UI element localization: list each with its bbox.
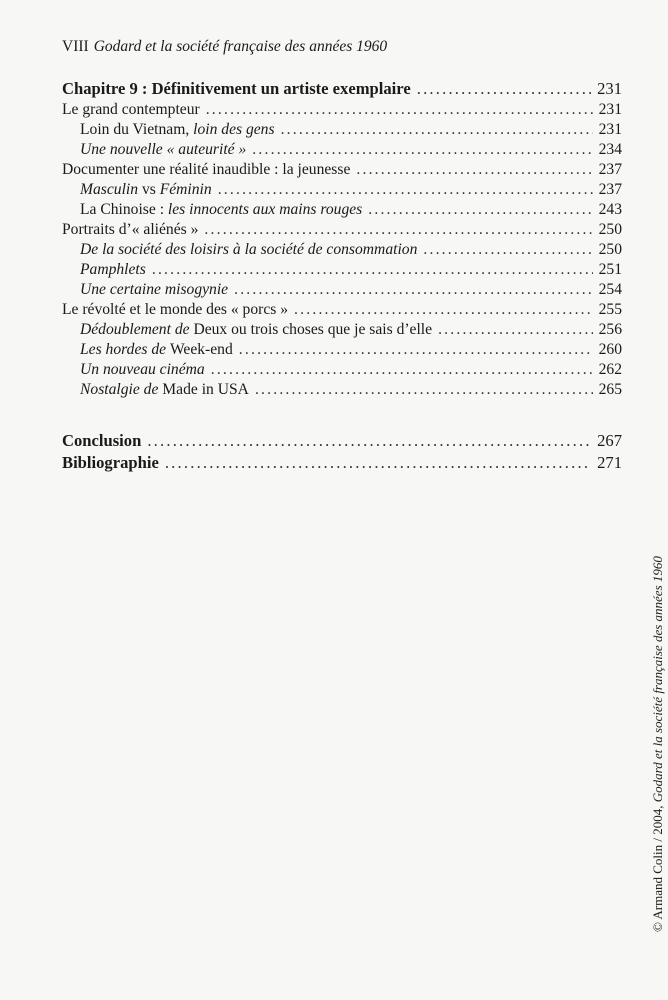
- leader-dots: [356, 160, 592, 180]
- toc-section-entry: [62, 160, 622, 180]
- copyright-book-title: Godard et la société française des années 1960: [650, 556, 665, 803]
- subsection-title-part: Les hordes de: [80, 341, 170, 358]
- toc-subsection-entry: [62, 360, 622, 380]
- leader-dots: [438, 320, 593, 340]
- toc-end-entry: [62, 430, 622, 452]
- toc-end-entry: [62, 452, 622, 474]
- subsection-title-part: Une nouvelle « auteurité »: [80, 141, 247, 158]
- subsection-page: 237: [598, 181, 622, 198]
- toc-section-entry: [62, 220, 622, 240]
- section-title: Le révolté et le monde des « porcs »: [62, 301, 289, 318]
- subsection-title-part: les innocents aux mains rouges: [167, 201, 363, 218]
- section-title: Portraits d’« aliénés »: [62, 221, 199, 238]
- toc-spacer: [62, 400, 622, 430]
- toc-subsection-entry: [62, 140, 622, 160]
- toc-subsection-entry: [62, 320, 622, 340]
- subsection-page: 250: [598, 241, 622, 258]
- end-matter-title: Conclusion: [62, 431, 142, 450]
- toc-section-entry: [62, 100, 622, 120]
- subsection-page: 231: [598, 121, 622, 138]
- section-title: Documenter une réalité inaudible : la jeunesse: [62, 161, 351, 178]
- toc-subsection-entry: [62, 200, 622, 220]
- subsection-page: 251: [598, 261, 622, 278]
- leader-dots: [152, 260, 593, 280]
- leader-dots: [239, 340, 593, 360]
- header-page-number: VIII: [62, 38, 89, 55]
- copyright-notice: [650, 556, 666, 932]
- subsection-title: [80, 120, 275, 140]
- leader-dots: [218, 180, 593, 200]
- section-title: Le grand contempteur: [62, 101, 200, 118]
- chapter-page: 231: [597, 79, 622, 98]
- end-matter-title: Bibliographie: [62, 453, 159, 472]
- leader-dots: [234, 280, 593, 300]
- subsection-title-part: Nostalgie de: [80, 381, 163, 398]
- leader-dots: [294, 300, 593, 320]
- subsection-title-part: Made in USA: [162, 381, 249, 398]
- section-page: 231: [598, 101, 622, 118]
- section-page: 237: [598, 161, 622, 178]
- table-of-contents: [62, 78, 622, 474]
- subsection-title-part: loin des gens: [193, 121, 275, 138]
- subsection-title-part: Pamphlets: [80, 261, 146, 278]
- subsection-title-part: Deux ou trois choses que je sais d’elle: [193, 321, 433, 338]
- leader-dots: [165, 452, 591, 474]
- section-page: 255: [598, 301, 622, 318]
- toc-section-entry: [62, 300, 622, 320]
- subsection-page: 254: [598, 281, 622, 298]
- subsection-title: [80, 200, 362, 220]
- subsection-page: 260: [598, 341, 622, 358]
- subsection-title-part: Dédoublement de: [80, 321, 194, 338]
- subsection-title-part: Masculin: [80, 181, 139, 198]
- subsection-title-part: Féminin: [159, 181, 212, 198]
- toc-sections: [62, 100, 622, 400]
- subsection-title: [80, 280, 228, 300]
- leader-dots: [281, 120, 593, 140]
- leader-dots: [211, 360, 593, 380]
- leader-dots: [206, 100, 593, 120]
- subsection-title-part: De la société des loisirs à la société de consommation: [80, 241, 418, 258]
- toc-subsection-entry: [62, 180, 622, 200]
- subsection-title: [80, 180, 212, 200]
- section-page: 250: [598, 221, 622, 238]
- subsection-page: 256: [598, 321, 622, 338]
- leader-dots: [423, 240, 592, 260]
- subsection-title-part: Week-end: [169, 341, 233, 358]
- toc-subsection-entry: [62, 340, 622, 360]
- subsection-title: [80, 140, 246, 160]
- subsection-title: [80, 320, 432, 340]
- toc-chapter-entry: [62, 78, 622, 100]
- running-header: [62, 38, 387, 56]
- end-matter-page: 271: [597, 453, 622, 472]
- leader-dots: [255, 380, 593, 400]
- header-book-title: Godard et la société française des années 1960: [93, 38, 388, 55]
- chapter-title: Chapitre 9 : Définitivement un artiste exemplaire: [62, 79, 411, 98]
- toc-subsection-entry: [62, 120, 622, 140]
- leader-dots: [147, 430, 591, 452]
- toc-subsection-entry: [62, 280, 622, 300]
- subsection-title: [80, 260, 146, 280]
- subsection-title-part: Loin du Vietnam,: [80, 121, 194, 138]
- subsection-title: [80, 380, 249, 400]
- leader-dots: [417, 78, 591, 100]
- subsection-page: 262: [598, 361, 622, 378]
- toc-end-matter: [62, 430, 622, 474]
- toc-subsection-entry: [62, 240, 622, 260]
- end-matter-page: 267: [597, 431, 622, 450]
- subsection-page: 265: [598, 381, 622, 398]
- subsection-title: [80, 340, 233, 360]
- leader-dots: [252, 140, 592, 160]
- toc-subsection-entry: [62, 260, 622, 280]
- subsection-title: [80, 240, 417, 260]
- leader-dots: [368, 200, 592, 220]
- subsection-title-part: vs: [138, 181, 160, 198]
- subsection-title-part: Un nouveau cinéma: [80, 361, 205, 378]
- leader-dots: [204, 220, 592, 240]
- subsection-page: 234: [598, 141, 622, 158]
- toc-subsection-entry: [62, 380, 622, 400]
- subsection-page: 243: [598, 201, 622, 218]
- subsection-title-part: Une certaine misogynie: [80, 281, 229, 298]
- copyright-prefix: © Armand Colin / 2004,: [650, 802, 665, 932]
- subsection-title: [80, 360, 205, 380]
- subsection-title-part: La Chinoise :: [80, 201, 168, 218]
